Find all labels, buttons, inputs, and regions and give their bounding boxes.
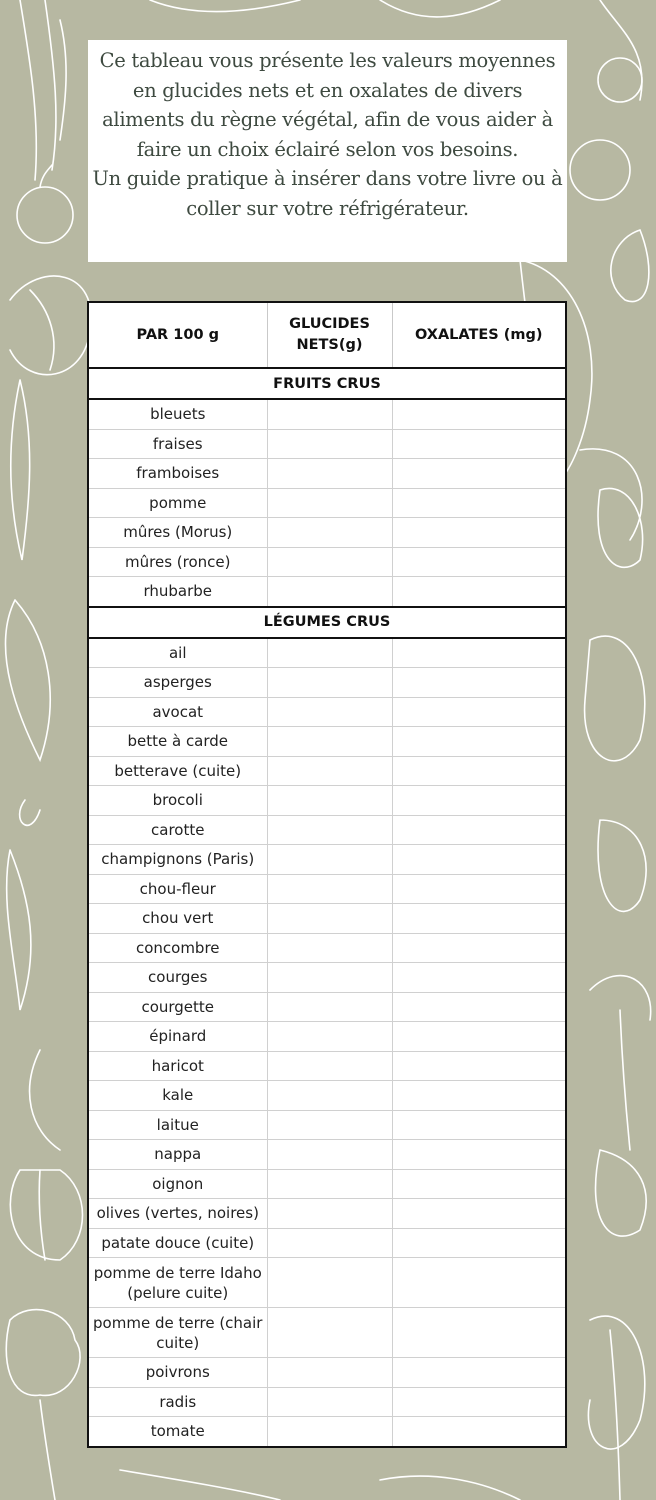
oxalates-cell (392, 963, 566, 993)
net-carbs-cell (267, 992, 392, 1022)
cabbage-illustration (10, 276, 91, 375)
mushroom-illustration (590, 976, 651, 1237)
section-title: FRUITS CRUS (88, 368, 566, 399)
oxalates-cell (392, 786, 566, 816)
table-row (88, 399, 566, 429)
food-name-cell: épinard (88, 1022, 267, 1052)
carrot-illustration (11, 380, 30, 560)
oxalates-cell (392, 874, 566, 904)
chard-illustration (588, 1316, 644, 1500)
oxalates-cell (392, 518, 566, 548)
oxalates-cell (392, 992, 566, 1022)
net-carbs-cell (267, 786, 392, 816)
food-name-cell: carotte (88, 815, 267, 845)
net-carbs-cell (267, 488, 392, 518)
oxalates-cell (392, 1022, 566, 1052)
food-name-cell: fraises (88, 429, 267, 459)
oxalates-cell (392, 756, 566, 786)
food-name-cell: avocat (88, 697, 267, 727)
food-name-cell: champignons (Paris) (88, 845, 267, 875)
table-row (88, 963, 566, 993)
table-row (88, 1358, 566, 1388)
table-row (88, 638, 566, 668)
food-name-cell: nappa (88, 1140, 267, 1170)
oxalates-cell (392, 933, 566, 963)
nutrition-table (87, 301, 567, 1448)
net-carbs-cell (267, 1051, 392, 1081)
food-name-cell: bette à carde (88, 727, 267, 757)
table-row (88, 1081, 566, 1111)
table-row (88, 518, 566, 548)
net-carbs-cell (267, 577, 392, 607)
net-carbs-cell (267, 1228, 392, 1258)
oxalates-cell (392, 727, 566, 757)
net-carbs-cell (267, 933, 392, 963)
table-row (88, 815, 566, 845)
table-row (88, 933, 566, 963)
net-carbs-cell (267, 1308, 392, 1358)
net-carbs-cell (267, 1140, 392, 1170)
food-name-cell: tomate (88, 1417, 267, 1447)
intro-text-box (88, 40, 567, 262)
net-carbs-cell (267, 904, 392, 934)
table-row (88, 1140, 566, 1170)
table-row (88, 1169, 566, 1199)
oxalates-cell (392, 904, 566, 934)
section-title: LÉGUMES CRUS (88, 607, 566, 638)
food-name-cell: pomme de terre (chair cuite) (88, 1308, 267, 1358)
net-carbs-cell (267, 638, 392, 668)
net-carbs-cell (267, 756, 392, 786)
oxalates-cell (392, 1258, 566, 1308)
net-carbs-cell (267, 1081, 392, 1111)
table-row (88, 459, 566, 489)
oxalates-cell (392, 1169, 566, 1199)
table-row (88, 1387, 566, 1417)
table-header-row (88, 302, 566, 368)
oxalates-cell (392, 697, 566, 727)
net-carbs-cell (267, 727, 392, 757)
oxalates-cell (392, 1358, 566, 1388)
table-row (88, 547, 566, 577)
garlic-illustration (10, 1170, 82, 1260)
lettuce-illustration (580, 449, 643, 567)
food-name-cell: courgette (88, 992, 267, 1022)
food-name-cell: poivrons (88, 1358, 267, 1388)
oxalates-cell (392, 488, 566, 518)
oxalates-cell (392, 638, 566, 668)
table-row (88, 1199, 566, 1229)
broccoli-illustration (6, 1310, 80, 1500)
table-row (88, 786, 566, 816)
net-carbs-cell (267, 1358, 392, 1388)
table-row (88, 845, 566, 875)
table-row (88, 488, 566, 518)
net-carbs-cell (267, 1169, 392, 1199)
net-carbs-cell (267, 399, 392, 429)
net-carbs-cell (267, 1387, 392, 1417)
food-name-cell: framboises (88, 459, 267, 489)
beet-illustration (5, 600, 50, 825)
table-row (88, 429, 566, 459)
squash-illustration (585, 636, 647, 911)
net-carbs-cell (267, 1417, 392, 1447)
oxalates-cell (392, 1110, 566, 1140)
net-carbs-cell (267, 1022, 392, 1052)
table-row (88, 1051, 566, 1081)
table-row (88, 727, 566, 757)
food-name-cell: ail (88, 638, 267, 668)
net-carbs-cell (267, 697, 392, 727)
header-per-100g: PAR 100 g (88, 302, 267, 368)
food-name-cell: rhubarbe (88, 577, 267, 607)
food-name-cell: courges (88, 963, 267, 993)
oxalates-cell (392, 1308, 566, 1358)
header-net-carbs: GLUCIDES NETS(g) (267, 302, 392, 368)
net-carbs-cell (267, 845, 392, 875)
leaf-illustration (7, 850, 60, 1150)
food-name-cell: laitue (88, 1110, 267, 1140)
table-row (88, 904, 566, 934)
net-carbs-cell (267, 1110, 392, 1140)
intro-description: Ce tableau vous présente les valeurs moyennes en glucides nets et en oxalates de divers aliments du règne végétal, afin de vous aider à faire un choix éclairé selon vos besoins. (99, 49, 556, 161)
food-name-cell: betterave (cuite) (88, 756, 267, 786)
net-carbs-cell (267, 815, 392, 845)
oxalates-cell (392, 1199, 566, 1229)
intro-guide-note: Un guide pratique à insérer dans votre livre ou à coller sur votre réfrigérateur. (92, 167, 563, 220)
net-carbs-cell (267, 1199, 392, 1229)
section-row (88, 368, 566, 399)
oxalates-cell (392, 399, 566, 429)
table-row (88, 874, 566, 904)
oxalates-cell (392, 429, 566, 459)
food-name-cell: chou-fleur (88, 874, 267, 904)
oxalates-cell (392, 1228, 566, 1258)
oxalates-cell (392, 815, 566, 845)
table-row (88, 1258, 566, 1308)
table-row (88, 697, 566, 727)
oxalates-cell (392, 845, 566, 875)
food-name-cell: haricot (88, 1051, 267, 1081)
table-row (88, 577, 566, 607)
food-name-cell: bleuets (88, 399, 267, 429)
onion-illustration (17, 165, 73, 243)
food-name-cell: patate douce (cuite) (88, 1228, 267, 1258)
table-row (88, 1228, 566, 1258)
oxalates-cell (392, 1051, 566, 1081)
oxalates-cell (392, 459, 566, 489)
oxalates-cell (392, 1387, 566, 1417)
food-name-cell: radis (88, 1387, 267, 1417)
net-carbs-cell (267, 668, 392, 698)
net-carbs-cell (267, 1258, 392, 1308)
header-oxalates: OXALATES (mg) (392, 302, 566, 368)
food-name-cell: mûres (Morus) (88, 518, 267, 548)
net-carbs-cell (267, 963, 392, 993)
oxalates-cell (392, 1417, 566, 1447)
oxalates-cell (392, 1140, 566, 1170)
net-carbs-cell (267, 547, 392, 577)
food-name-cell: asperges (88, 668, 267, 698)
table-row (88, 756, 566, 786)
food-name-cell: concombre (88, 933, 267, 963)
table-row (88, 1022, 566, 1052)
food-name-cell: mûres (ronce) (88, 547, 267, 577)
table-row (88, 1417, 566, 1447)
radish-illustration (570, 0, 649, 302)
food-name-cell: brocoli (88, 786, 267, 816)
food-name-cell: kale (88, 1081, 267, 1111)
food-name-cell: chou vert (88, 904, 267, 934)
oxalates-cell (392, 668, 566, 698)
oxalates-cell (392, 1081, 566, 1111)
table-row (88, 1110, 566, 1140)
section-row (88, 607, 566, 638)
net-carbs-cell (267, 429, 392, 459)
food-name-cell: olives (vertes, noires) (88, 1199, 267, 1229)
oxalates-cell (392, 547, 566, 577)
oxalates-cell (392, 577, 566, 607)
table-row (88, 668, 566, 698)
food-name-cell: pomme (88, 488, 267, 518)
food-name-cell: oignon (88, 1169, 267, 1199)
net-carbs-cell (267, 518, 392, 548)
leek-illustration (20, 0, 66, 180)
net-carbs-cell (267, 459, 392, 489)
net-carbs-cell (267, 874, 392, 904)
table-row (88, 1308, 566, 1358)
table-row (88, 992, 566, 1022)
food-name-cell: pomme de terre Idaho (pelure cuite) (88, 1258, 267, 1308)
